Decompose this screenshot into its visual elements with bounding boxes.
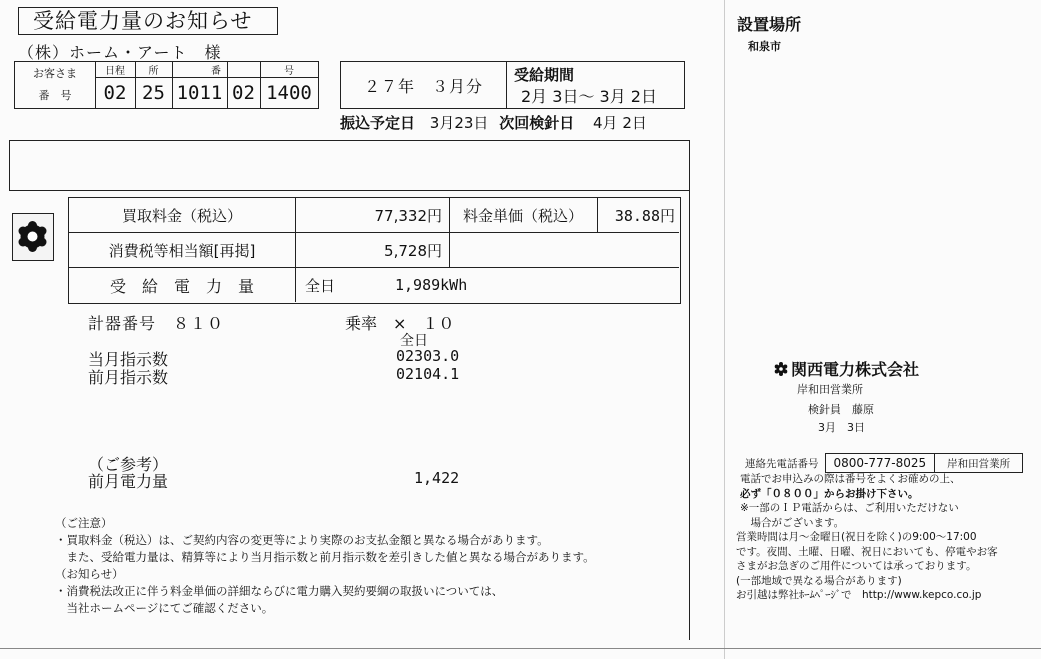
purchase-value: 77,332円 [374, 206, 442, 225]
kepco-logo-square [12, 213, 54, 261]
customer-name: （株）ホーム・アート 様 [18, 43, 222, 62]
company-row [773, 357, 919, 380]
contact-row [745, 453, 1023, 473]
meter-allday: 全日 [400, 333, 428, 349]
read-date: 3月 3日 [818, 421, 865, 434]
info-line-8: (一部地域で異なる場合があります) [736, 574, 902, 587]
power-period: 全日 [305, 276, 336, 295]
location-value: 和泉市 [748, 40, 781, 53]
kepco-small-logo-icon [773, 361, 789, 377]
meter-number: 計器番号 ８１０ [88, 314, 225, 333]
info-line-6: です。夜間、土曜、日曜、祝日においても、停電やお客 [736, 545, 998, 558]
notice-line-1: ・消費税法改正に伴う料金単価の詳細ならびに電力購入契約要綱の取扱いについては、 [55, 584, 504, 598]
caution-title: （ご注意） [55, 516, 113, 530]
notes-block [55, 515, 595, 617]
col-header-schedule: 日程 [105, 66, 125, 77]
contact-info [736, 472, 998, 603]
info-line-7: さまがお急ぎのご用件については承っております。 [736, 560, 977, 572]
transfer-label: 振込予定日 [340, 114, 416, 132]
customer-number-schedule: 02 [103, 82, 127, 104]
next-read-date: 4月 2日 [593, 114, 647, 132]
prev-power-value: 1,422 [414, 469, 460, 487]
power-value: 1,989kWh [395, 276, 468, 294]
reference-label: （ご参考） [88, 455, 169, 474]
col-header-suffix: 号 [284, 66, 294, 77]
office-name: 岸和田営業所 [797, 383, 863, 396]
fold-line [724, 0, 725, 659]
notice-title: （お知らせ） [55, 567, 124, 581]
current-reading-value: 02303.0 [396, 347, 460, 365]
current-reading-label: 当月指示数 [88, 350, 169, 369]
unit-price-label: 料金単価（税込） [462, 206, 583, 225]
info-line-3: ※一部のＩＰ電話からは、ご利用いただけない [740, 502, 959, 514]
transfer-date-row [340, 112, 685, 132]
previous-reading-value: 02104.1 [396, 365, 460, 383]
tax-value: 5,728円 [384, 241, 442, 260]
unit-price-value: 38.88円 [614, 206, 675, 225]
tax-label: 消費税等相当額[再掲] [108, 241, 256, 260]
contact-office: 岸和田営業所 [947, 457, 1011, 470]
customer-number-label-top: お客さま [33, 67, 77, 80]
prev-power-label: 前月電力量 [88, 472, 169, 491]
meter-reader: 検針員 藤原 [808, 403, 874, 416]
main-frame [9, 140, 690, 191]
col-header-office: 所 [148, 66, 159, 77]
previous-reading-label: 前月指示数 [88, 368, 169, 387]
notice-line-2: 当社ホームページにてご確認ください。 [55, 601, 274, 615]
document-title [18, 7, 278, 35]
period-value: 2月 3日～ 3月 2日 [521, 86, 657, 106]
power-label: 受 給 電 力 量 [109, 276, 254, 296]
info-line-5: 営業時間は月～金曜日(祝日を除く)の9:00～17:00 [736, 531, 977, 543]
billing-period-box [340, 61, 685, 109]
customer-number-box [14, 61, 319, 109]
bottom-rule [0, 648, 1041, 649]
caution-line-1: ・買取料金（税込）は、ご契約内容の変更等により実際のお支払金額と異なる場合があります。 [55, 533, 549, 547]
meter-multiplier: 乗率 × １０ [345, 314, 455, 333]
caution-line-2: また、受給電力量は、精算等により当月指示数と前月指示数を差引きした値と異なる場合があります。 [55, 550, 595, 564]
customer-number-suffix: 1400 [266, 82, 312, 104]
info-line-9[interactable]: お引越は弊社ﾎｰﾑﾍﾟｰｼﾞで http://www.kepco.co.jp [736, 589, 982, 601]
contact-number: 0800-777-8025 [826, 454, 936, 472]
customer-number-sub: 02 [232, 82, 255, 104]
contact-label: 連絡先電話番号 [745, 457, 819, 470]
purchase-label: 買取料金（税込） [121, 206, 242, 225]
customer-number-main: 1011 [176, 82, 223, 104]
transfer-date: 3月23日 [429, 114, 489, 132]
charges-table [68, 197, 681, 304]
billing-month: ２７年 ３月分 [363, 76, 483, 96]
info-line-4: 場合がございます。 [740, 516, 845, 529]
document-title-text: 受給電力量のお知らせ [33, 9, 253, 33]
info-line-2: 必ず「０８００」からお掛け下さい。 [740, 487, 919, 500]
next-read-label: 次回検針日 [499, 114, 575, 132]
location-label: 設置場所 [737, 15, 802, 34]
company-name: 関西電力株式会社 [791, 360, 920, 379]
customer-number-office: 25 [142, 82, 165, 104]
contact-box [825, 453, 1024, 473]
kepco-logo-icon [13, 214, 52, 259]
period-label: 受給期間 [514, 65, 575, 84]
customer-number-label-bottom: 番 号 [38, 89, 72, 102]
info-line-1: 電話でお申込みの際は番号をよくお確めの上、 [740, 473, 961, 485]
col-header-number: 番 [211, 66, 221, 77]
